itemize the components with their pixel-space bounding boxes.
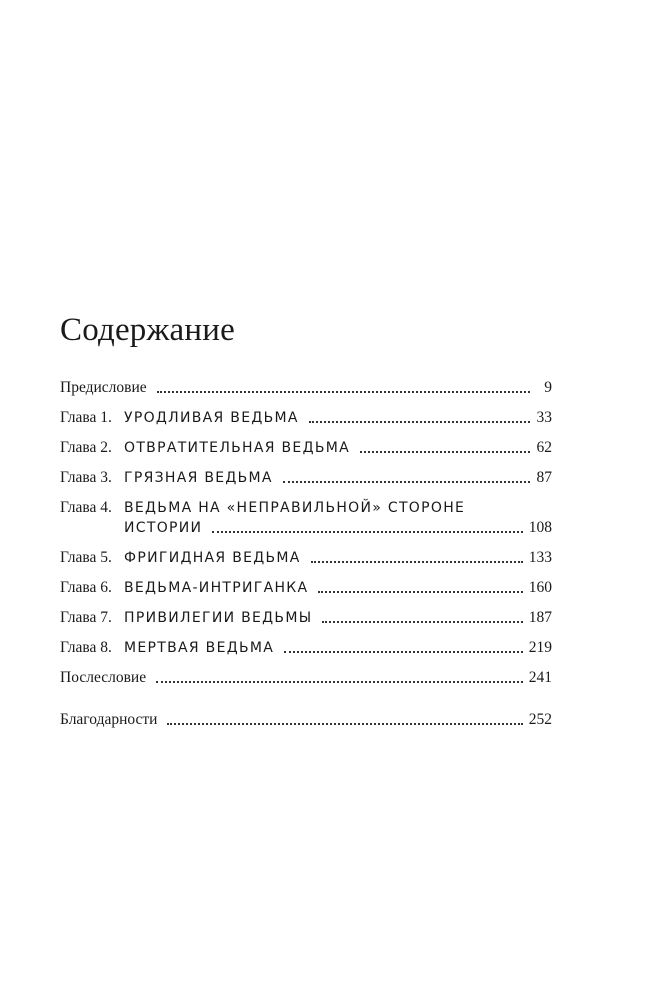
toc-entry-preface[interactable] xyxy=(60,378,552,398)
toc-page-number: 219 xyxy=(528,639,552,656)
chapter-number: Глава 2. xyxy=(60,439,112,456)
chapter-title-line-2: ИСТОРИИ xyxy=(124,520,203,536)
toc-entry-chapter-4[interactable] xyxy=(60,498,552,538)
chapter-number: Глава 4. xyxy=(60,499,112,516)
chapter-number: Глава 6. xyxy=(60,579,112,596)
toc-entry-chapter-2[interactable] xyxy=(60,438,552,458)
chapter-title: УРОДЛИВАЯ ВЕДЬМА xyxy=(124,410,299,426)
toc-page-number: 87 xyxy=(536,469,552,486)
toc-entry-chapter-5[interactable] xyxy=(60,548,552,568)
toc-entry-label: Послесловие xyxy=(60,669,147,686)
toc-entry-label: Предисловие xyxy=(60,379,147,396)
toc-entry-chapter-7[interactable] xyxy=(60,608,552,628)
dot-leader xyxy=(311,561,523,563)
toc-page-number: 241 xyxy=(528,669,552,686)
toc-entry-chapter-3[interactable] xyxy=(60,468,552,488)
toc-page-number: 33 xyxy=(536,409,552,426)
chapter-title-line-1: ВЕДЬМА НА «НЕПРАВИЛЬНОЙ» СТОРОНЕ xyxy=(124,500,466,516)
toc-entry-acknowledgements[interactable] xyxy=(60,710,552,730)
chapter-title: ГРЯЗНАЯ ВЕДЬМА xyxy=(124,470,273,486)
toc-entry-chapter-1[interactable] xyxy=(60,408,552,428)
dot-leader xyxy=(156,681,523,683)
toc-page-number: 160 xyxy=(528,579,552,596)
dot-leader xyxy=(212,531,522,533)
toc-entry-afterword[interactable] xyxy=(60,668,552,688)
chapter-number: Глава 3. xyxy=(60,469,112,486)
toc-page-number: 252 xyxy=(528,711,552,728)
dot-leader xyxy=(284,651,523,653)
chapter-number: Глава 5. xyxy=(60,549,112,566)
chapter-title: МЕРТВАЯ ВЕДЬМА xyxy=(124,640,275,656)
toc-entry-label: Благодарности xyxy=(60,711,158,728)
toc-entry-chapter-6[interactable] xyxy=(60,578,552,598)
chapter-number: Глава 1. xyxy=(60,409,112,426)
dot-leader xyxy=(322,621,522,623)
chapter-title: ПРИВИЛЕГИИ ВЕДЬМЫ xyxy=(124,610,313,626)
chapter-number: Глава 7. xyxy=(60,609,112,626)
table-of-contents xyxy=(60,378,552,740)
chapter-title: ВЕДЬМА-ИНТРИГАНКА xyxy=(124,580,309,596)
toc-page-number: 9 xyxy=(544,379,552,396)
dot-leader xyxy=(167,723,522,725)
toc-page-number: 62 xyxy=(536,439,552,456)
chapter-number: Глава 8. xyxy=(60,639,112,656)
toc-page-number: 187 xyxy=(528,609,552,626)
toc-page-number: 133 xyxy=(528,549,552,566)
toc-page-number: 108 xyxy=(528,519,552,536)
dot-leader xyxy=(309,421,530,423)
chapter-title: ОТВРАТИТЕЛЬНАЯ ВЕДЬМА xyxy=(124,440,350,456)
chapter-title: ФРИГИДНАЯ ВЕДЬМА xyxy=(124,550,301,566)
page-title: Содержание xyxy=(60,312,235,348)
dot-leader xyxy=(318,591,522,593)
dot-leader xyxy=(157,391,530,393)
toc-entry-chapter-8[interactable] xyxy=(60,638,552,658)
dot-leader xyxy=(360,451,530,453)
dot-leader xyxy=(283,481,530,483)
